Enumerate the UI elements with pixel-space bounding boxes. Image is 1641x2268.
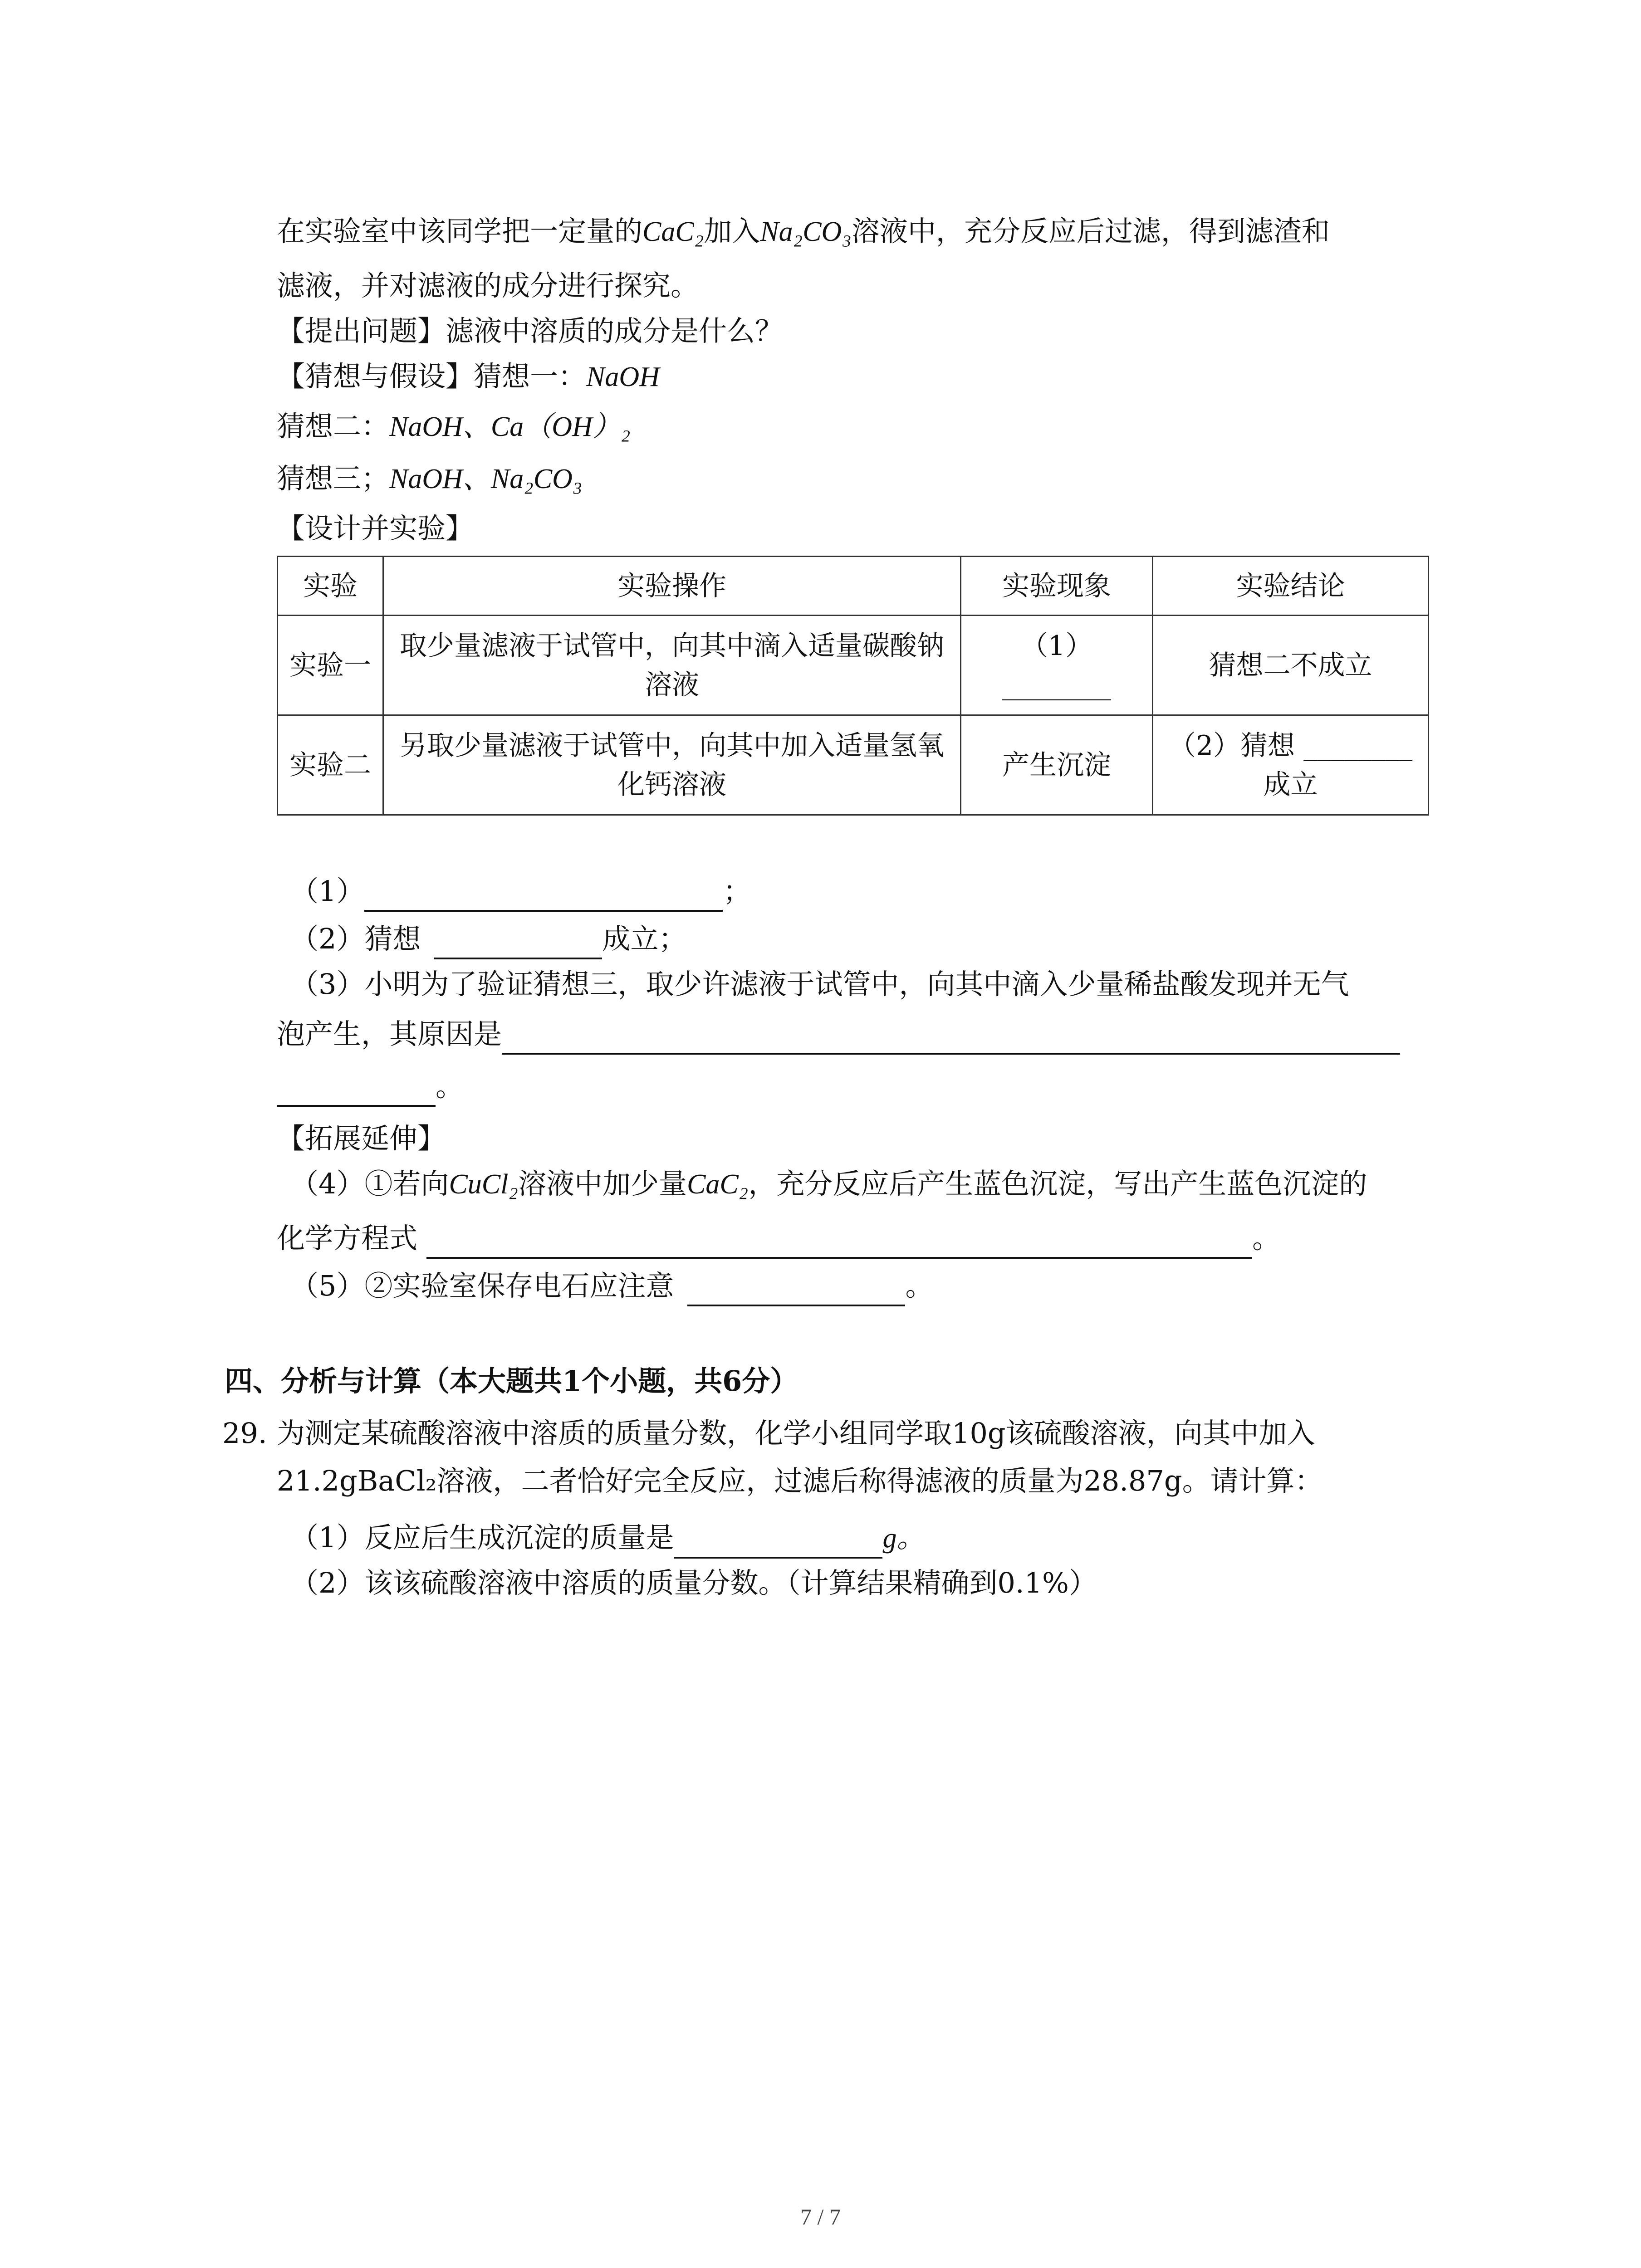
q29-sub-1 — [290, 1517, 925, 1559]
extend-q4-line-1 — [290, 1163, 1367, 1205]
extend-text: （5）②实验室保存电石应注意 — [290, 1269, 674, 1302]
answer-punct: 。 — [905, 1269, 934, 1302]
table-cell: 产生沉淀 — [961, 715, 1153, 815]
formula-set-3: NaOH、Na₂CO₃ — [389, 464, 583, 494]
section-4-heading: 四、分析与计算（本大题共1个小题，共6分） — [225, 1364, 798, 1398]
q29-sub-text: （1）反应后生成沉淀的质量是 — [290, 1521, 674, 1554]
table-cell: （2）猜想 ________成立 — [1153, 715, 1429, 815]
extend-text: 化学方程式 — [277, 1222, 418, 1255]
q29-sub-2: （2）该该硫酸溶液中溶质的质量分数。（计算结果精确到0.1%） — [290, 1566, 1097, 1599]
q29-line-2: 21.2gBaCl₂溶液，二者恰好完全反应，过滤后称得滤液的质量为28.87g。请计算： — [277, 1464, 1323, 1497]
table-header-cell: 实验现象 — [961, 557, 1153, 616]
design-heading: 【设计并实验】 — [277, 512, 474, 545]
answer-punct: 成立； — [602, 922, 687, 955]
intro-text: 在实验室中该同学把一定量的 — [277, 215, 643, 248]
question-line: 【提出问题】滤液中溶质的成分是什么？ — [277, 314, 784, 347]
extend-text: ，充分反应后产生蓝色沉淀，写出产生蓝色沉淀的 — [748, 1167, 1367, 1200]
table-row — [278, 616, 1429, 715]
formula-cac2: CaC₂ — [686, 1169, 749, 1200]
answer-punct: 。 — [436, 1070, 464, 1103]
table-header-cell: 实验操作 — [383, 557, 961, 616]
hypothesis-1 — [277, 356, 660, 397]
answer-blank[interactable] — [277, 1073, 436, 1107]
table-header-row — [278, 557, 1429, 616]
extend-heading: 【拓展延伸】 — [277, 1122, 446, 1155]
table-cell: 实验一 — [278, 616, 383, 715]
experiment-table — [277, 556, 1429, 816]
answer-label: （2）猜想 — [290, 922, 421, 955]
extend-text: 溶液中加少量 — [518, 1167, 687, 1200]
hypothesis-2 — [277, 406, 630, 447]
hypothesis-label: 猜想三； — [277, 462, 390, 495]
formula-cac2: CaC₂ — [642, 216, 704, 247]
answer-punct: ； — [723, 875, 751, 908]
answer-3-line-2 — [277, 1014, 1400, 1055]
hypothesis-3 — [277, 458, 583, 499]
q29-number: 29. — [222, 1417, 267, 1450]
extend-q5 — [290, 1266, 933, 1306]
formula-naoh: NaOH — [586, 362, 660, 392]
table-row — [278, 715, 1429, 815]
formula-set-2: NaOH、Ca（OH）₂ — [389, 411, 631, 442]
answer-blank[interactable] — [426, 1225, 1252, 1259]
answer-blank[interactable] — [502, 1021, 1400, 1055]
hypothesis-label: 【猜想与假设】猜想一： — [277, 360, 587, 393]
formula-na2co3: Na₂CO₃ — [760, 216, 852, 247]
intro-line-1 — [277, 211, 1330, 252]
answer-blank[interactable] — [434, 926, 602, 959]
table-header-cell: 实验 — [278, 557, 383, 616]
answer-punct: 。 — [1252, 1222, 1281, 1255]
answer-3-line-1: （3）小明为了验证猜想三，取少许滤液于试管中，向其中滴入少量稀盐酸发现并无气 — [290, 968, 1349, 1001]
table-cell: 实验二 — [278, 715, 383, 815]
intro-text: 溶液中，充分反应后过滤，得到滤渣和 — [851, 215, 1330, 248]
table-cell: 另取少量滤液于试管中，向其中加入适量氢氧化钙溶液 — [383, 715, 961, 815]
extend-text: （4）①若向 — [290, 1167, 449, 1200]
answer-blank[interactable] — [364, 878, 723, 912]
intro-text: 加入 — [704, 215, 760, 248]
answer-2 — [290, 919, 686, 959]
answer-3-line-3 — [277, 1066, 464, 1107]
table-cell: （1）________ — [961, 616, 1153, 715]
formula-cucl2: CuCl₂ — [449, 1169, 518, 1200]
table-cell: 取少量滤液于试管中，向其中滴入适量碳酸钠溶液 — [383, 616, 961, 715]
answer-text: 泡产生，其原因是 — [277, 1017, 502, 1051]
answer-1 — [290, 871, 751, 912]
table-cell: 猜想二不成立 — [1153, 616, 1429, 715]
intro-line-2: 滤液，并对滤液的成分进行探究。 — [277, 269, 699, 302]
table-header-cell: 实验结论 — [1153, 557, 1429, 616]
q29-line-1: 为测定某硫酸溶液中溶质的质量分数，化学小组同学取10g该硫酸溶液，向其中加入 — [277, 1417, 1315, 1450]
answer-blank[interactable] — [687, 1273, 905, 1306]
extend-q4-line-2 — [277, 1218, 1280, 1259]
page-number: 7 / 7 — [800, 2204, 841, 2229]
hypothesis-label: 猜想二： — [277, 410, 390, 443]
unit-g: g。 — [882, 1523, 925, 1554]
answer-label: （1） — [290, 875, 365, 908]
answer-blank[interactable] — [674, 1525, 882, 1559]
